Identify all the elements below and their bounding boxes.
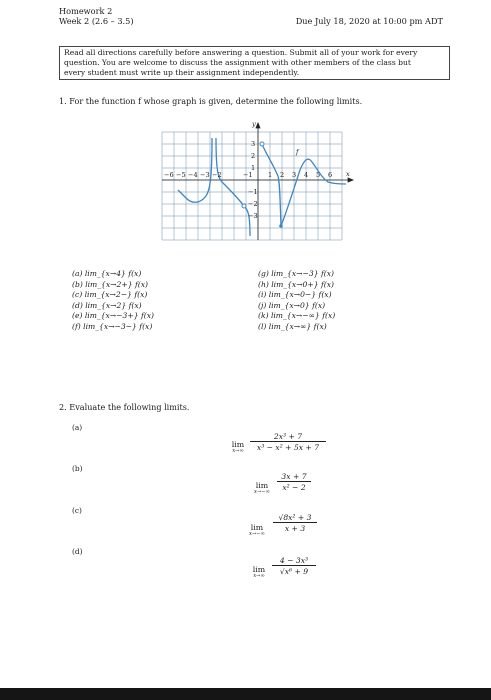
q1-parts-right bbox=[258, 269, 335, 332]
limit-part: (k) lim_{x→−∞} f(x) bbox=[258, 311, 336, 320]
numerator: √8x² + 3 bbox=[278, 513, 312, 522]
function-curve bbox=[178, 138, 346, 236]
limit-part: (g) lim_{x→−3} f(x) bbox=[258, 269, 334, 278]
limit-fraction bbox=[277, 472, 311, 492]
graph-grid bbox=[162, 132, 342, 240]
x-tick-label: 1 bbox=[268, 171, 273, 179]
part-c-label: (c) bbox=[72, 506, 82, 515]
x-tick-label: 2 bbox=[280, 171, 285, 179]
homework-title: Homework 2 bbox=[59, 6, 113, 16]
x-tick-label: −3 bbox=[200, 171, 210, 179]
limit-operator bbox=[228, 440, 248, 454]
limit-part: (e) lim_{x→−3+} f(x) bbox=[72, 311, 154, 320]
numerator: 2x³ + 7 bbox=[273, 432, 303, 441]
instructions-line: every student must write up their assignment independently. bbox=[64, 68, 300, 78]
x-tick-label: 4 bbox=[304, 171, 309, 179]
numerator: 4 − 3x³ bbox=[279, 556, 309, 565]
limit-part: (h) lim_{x→0+} f(x) bbox=[258, 279, 335, 289]
y-tick-label: −3 bbox=[248, 212, 258, 220]
curve-label: f bbox=[296, 148, 299, 156]
instructions-line: question. You are welcome to discuss the assignment with other members of the class but bbox=[64, 58, 411, 68]
x-tick-label: −4 bbox=[188, 171, 198, 179]
limit-operator bbox=[248, 565, 270, 579]
limit-part: (f) lim_{x→−3−} f(x) bbox=[72, 321, 153, 331]
limit-part: (a) lim_{x→4} f(x) bbox=[72, 269, 142, 278]
numerator: 3x + 7 bbox=[281, 472, 307, 481]
closed-points bbox=[279, 224, 283, 228]
function-graph bbox=[150, 118, 360, 242]
y-tick-label: 3 bbox=[251, 140, 256, 148]
part-d-label: (d) bbox=[72, 547, 83, 556]
x-tick-label: 6 bbox=[328, 171, 333, 179]
limit-fraction bbox=[273, 513, 317, 533]
lim-text: lim bbox=[252, 565, 266, 574]
part-a-label: (a) bbox=[72, 423, 83, 432]
x-tick-label: −1 bbox=[243, 171, 253, 179]
denominator: x + 3 bbox=[273, 522, 317, 533]
x-axis-arrow bbox=[348, 178, 353, 182]
graph-axes bbox=[162, 123, 353, 240]
x-tick-label: 5 bbox=[316, 171, 321, 179]
limit-part: (j) lim_{x→0} f(x) bbox=[258, 300, 326, 310]
lim-text: lim bbox=[231, 440, 245, 449]
part-b-label: (b) bbox=[72, 464, 83, 473]
limit-fraction bbox=[250, 432, 326, 452]
limit-part: (b) lim_{x→2+} f(x) bbox=[72, 279, 148, 289]
limit-part: (d) lim_{x→2} f(x) bbox=[72, 300, 142, 310]
x-tick-label: −2 bbox=[212, 171, 222, 179]
y-axis-arrow bbox=[256, 123, 260, 128]
lim-subscript: x→−∞ bbox=[254, 489, 270, 495]
question-2-prompt: 2. Evaluate the following limits. bbox=[59, 402, 190, 412]
y-axis-label: y bbox=[252, 120, 256, 128]
lim-subscript: x→∞ bbox=[253, 573, 265, 579]
limit-fraction bbox=[272, 556, 316, 576]
x-axis-label: x bbox=[346, 170, 350, 178]
limit-part: (c) lim_{x→2−} f(x) bbox=[72, 290, 148, 299]
q1-parts-left bbox=[72, 269, 154, 332]
lim-text: lim bbox=[250, 523, 264, 532]
x-tick-label: −5 bbox=[176, 171, 186, 179]
y-tick-label: −2 bbox=[248, 200, 258, 208]
x-tick-label: −6 bbox=[164, 171, 174, 179]
limit-part: (l) lim_{x→∞} f(x) bbox=[258, 321, 327, 331]
bottom-bar bbox=[0, 688, 491, 700]
instructions-line: Read all directions carefully before answering a question. Submit all of your work for every bbox=[64, 48, 418, 57]
limit-part: (i) lim_{x→0−} f(x) bbox=[258, 290, 332, 299]
denominator: x² − 2 bbox=[277, 481, 311, 492]
limit-operator bbox=[244, 523, 270, 537]
lim-subscript: x→∞ bbox=[232, 448, 244, 454]
denominator: x³ − x² + 5x + 7 bbox=[250, 441, 326, 452]
lim-subscript: x→−∞ bbox=[249, 531, 265, 537]
y-tick-label: 2 bbox=[251, 152, 256, 160]
instructions-box bbox=[59, 46, 450, 80]
denominator: √x⁶ + 9 bbox=[272, 565, 316, 576]
y-tick-label: −1 bbox=[248, 188, 258, 196]
lim-text: lim bbox=[255, 481, 269, 490]
limit-operator bbox=[250, 481, 274, 495]
question-1-prompt: 1. For the function f whose graph is given, determine the following limits. bbox=[59, 96, 363, 106]
due-date: Due July 18, 2020 at 10:00 pm ADT bbox=[295, 16, 443, 26]
week-range: Week 2 (2.6 – 3.5) bbox=[59, 16, 134, 26]
x-tick-label: 3 bbox=[292, 171, 297, 179]
y-tick-label: 1 bbox=[251, 164, 256, 172]
